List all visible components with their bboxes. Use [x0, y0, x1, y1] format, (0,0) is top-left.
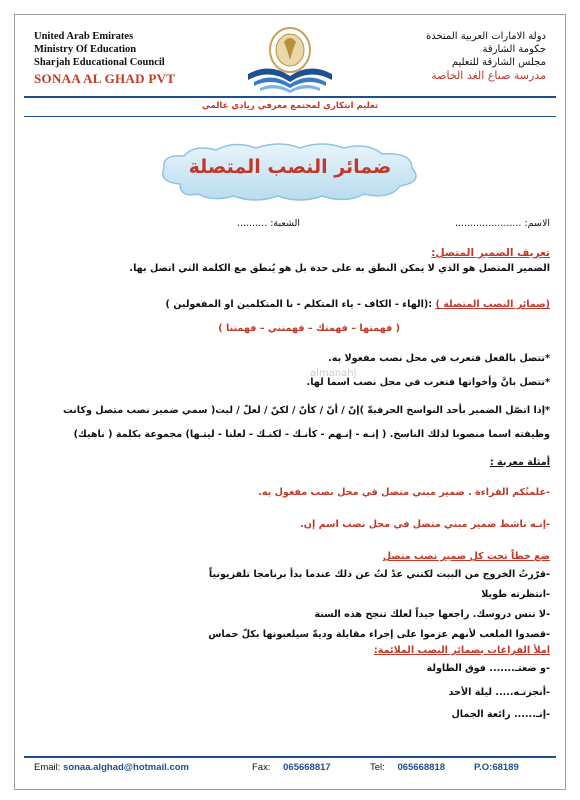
header-arabic: [426, 30, 546, 82]
pronouns-label: (ضمائر النصب المتصلة ): [435, 299, 550, 310]
pronouns-examples: ( فهمتها – فهمتك – فهمتني – فهمتنا ): [218, 323, 400, 334]
tel-value: 065668818: [397, 762, 445, 773]
header-ar-line-1: دولة الامارات العربية المتحدة: [425, 31, 546, 42]
rule-2: *تتصل بانَّ وأخواتها فتعرب في محل نصب اسما لها.: [306, 377, 550, 388]
tel-label: Tel:: [370, 762, 385, 773]
header-en-line-3: Sharjah Educational Council: [34, 57, 165, 68]
footer-po: [474, 762, 519, 773]
definition-text: الضمير المتصل هو الذي لا يمكن النطق به على حدة بل هو يُنطق مع الكلمة التي اتصل بها.: [129, 263, 550, 274]
exercise1-item-2: -انتظرته طويلا: [481, 589, 550, 600]
watermark: almanahj: [310, 368, 357, 379]
exercise1-item-1: -قرّرتُ الخروج من البيت لكنني عدْ لتُ عن ذلك عندما بدأ برنامجا تلفزيونياً: [208, 569, 550, 580]
header-ar-school: مدرسة صناع الغد الخاصة: [431, 69, 546, 82]
page-title: ضمائر النصب المتصلة: [188, 156, 392, 178]
header-en-line-2: Ministry Of Education: [34, 44, 137, 55]
email-value[interactable]: sonaa.alghad@hotmail.com: [63, 762, 189, 773]
email-label: Email:: [34, 762, 61, 773]
header-divider: [24, 96, 556, 98]
parsed-example-1: -علمتُكم القراءة . ضمير مبني متصل في محل نصب مفعول به.: [258, 487, 550, 498]
rule-1: *تتصل بالفعل فتعرب في محل نصب مفعولا به.: [328, 353, 550, 364]
parsed-examples-heading: أمثلة معربة :: [489, 457, 550, 468]
header-en-school: SONAA AL GHAD PVT: [34, 71, 176, 86]
exercise2-heading: املأ الفراغات بضمائر النصب الملائمة:: [373, 645, 550, 656]
rule-4: وظيفته اسما منصوبا لذلك الناسخ. ( إنـه - إنـهم - كأنـك - لكنـك - لعلنا - ليتـها) مجموعة بكلمة ( ناهيك): [73, 429, 550, 440]
tagline: تعليم ابتكاري لمجتمع معرفي ريادي عالمي: [201, 101, 379, 111]
header-ar-line-2: حكومة الشارقة: [482, 44, 546, 55]
name-field[interactable]: الاسم: ......................: [455, 218, 550, 229]
exercise2-item-2: -أنجزتـه..... ليلة الأحد: [448, 687, 550, 698]
section-field[interactable]: الشعبة: ..........: [237, 218, 300, 229]
definition-heading: تعريف الضمير المتصل:: [431, 247, 550, 259]
fax-label: Fax:: [252, 762, 271, 773]
tagline-divider: [24, 116, 556, 117]
po-value: 68189: [492, 762, 519, 773]
po-label: P.O:: [474, 762, 493, 773]
exercise1-item-4: -قصدوا الملعب لأنهم عزموا على إجراء مقابلة وديةّ سيلعبونها بكلّ حماس: [208, 629, 550, 640]
rule-3: *إذا اتصّل الضمير بأحد النواسخ الحرفيةّ )إنّ / أنّ / كأنّ / لكنّ / لعلّ / ليت( سمي ضمير نصب متصل وكانت: [63, 405, 550, 416]
exercise1-heading: ضع خطاً تحت كل ضمير نصب متصل: [382, 551, 550, 562]
footer-email: [34, 762, 189, 773]
footer-tel: [370, 762, 445, 773]
fax-value: 065668817: [283, 762, 331, 773]
footer-fax: [252, 762, 331, 773]
exercise1-item-3: -لا تنس دروسك. راجعها جيداً لعلك تنجح هذه السنة: [314, 609, 550, 620]
exercise2-item-3: -إنـ...... رائعة الجمال: [451, 709, 550, 720]
exercise2-item-1: -و ضعتـ....... فوق الطاولة: [426, 663, 550, 674]
header-ar-line-3: مجلس الشارقة للتعليم: [451, 57, 546, 68]
header-en-line-1: United Arab Emirates: [34, 31, 134, 42]
header-english: [34, 30, 175, 85]
pronouns-line: [30, 298, 550, 312]
footer-divider: [24, 756, 556, 758]
parsed-example-2: -إنـه ناشط ضمير مبني متصل في محل نصب اسم إن.: [300, 519, 550, 530]
council-logo-icon: [240, 22, 340, 94]
pronouns-list: :(الهاء - الكاف - ياء المتكلم - نا المتكلمين او المفعولين ): [165, 299, 433, 310]
